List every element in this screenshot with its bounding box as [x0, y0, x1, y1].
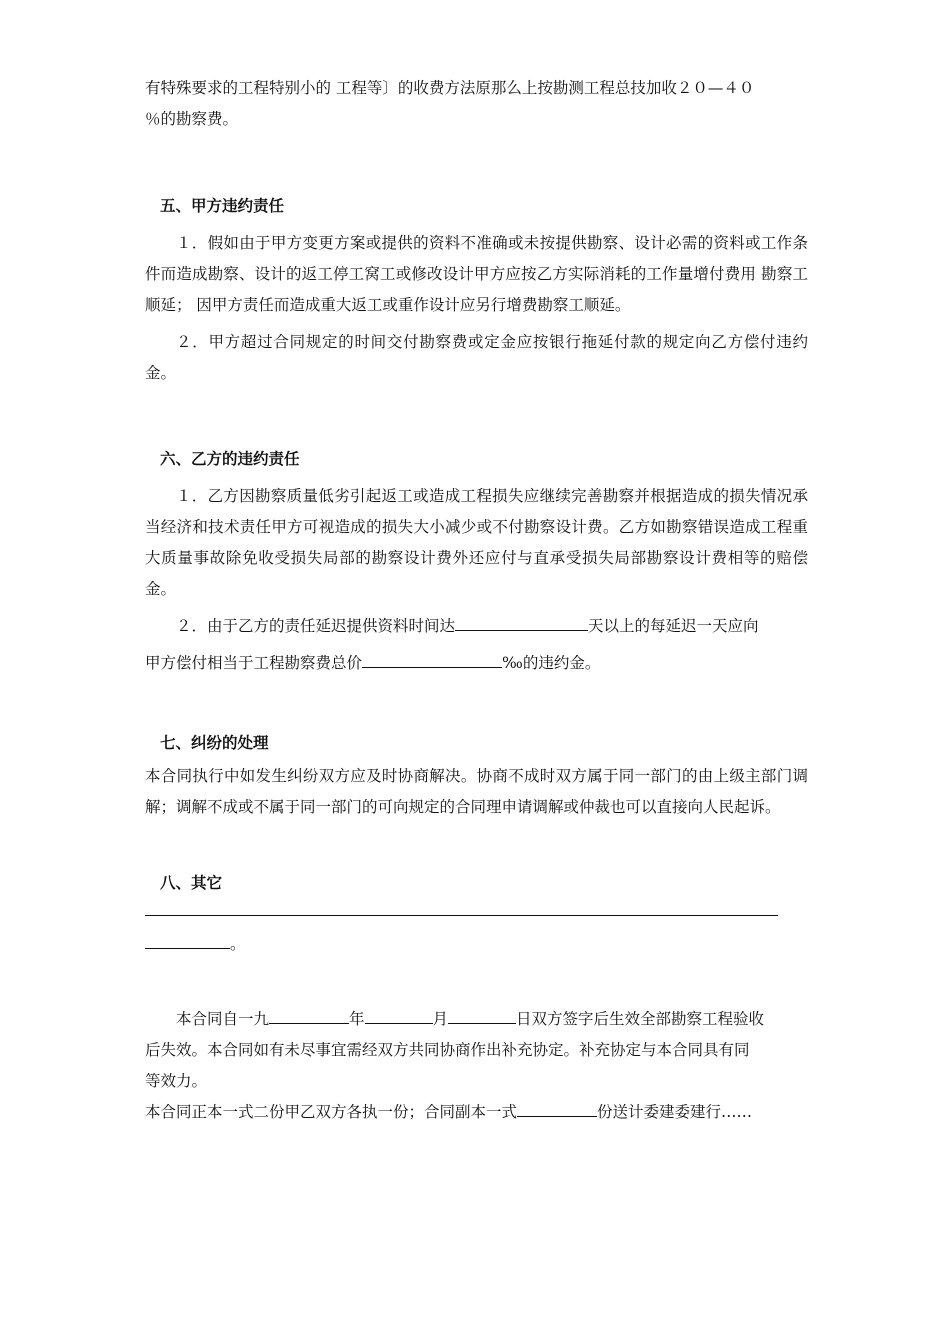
section-8-blank-line-2 — [145, 932, 808, 952]
delay-days-blank — [455, 614, 588, 631]
section-5-item-1: １．假如由于甲方变更方案或提供的资料不准确或未按提供勘察、设计必需的资料或工作条件而造成勘察、设计的返工停工窝工或修改设计甲方应按乙方实际消耗的工作量增付费用 勘察工顺延； 因甲方责任而造成重大返工或重作设计应另行增费勘察工顺延。 — [145, 234, 808, 314]
closing-line-1 — [145, 1004, 808, 1035]
section-6-heading: 六、乙方的违约责任 — [160, 450, 300, 468]
section-6-item-2-text-d: ‰的违约金。 — [502, 654, 601, 672]
section-5-item-2: ２．甲方超过合同规定的时间交付勘察费或定金应按银行拖延付款的规定向乙方偿付违约金。 — [145, 333, 808, 382]
section-6-item-2-text-b: 天以上的每延迟一天应向 — [588, 617, 759, 635]
section-6-item-2-line-1 — [145, 611, 808, 642]
closing-line-3: 等效力。 — [145, 1072, 208, 1090]
copies-blank — [517, 1100, 597, 1117]
closing-text-f: 份送计委建委建行…… — [597, 1103, 753, 1121]
year-blank — [269, 1007, 349, 1024]
section-6-item-2-text-c: 甲方偿付相当于工程勘察费总价 — [145, 654, 363, 672]
section-7-heading: 七、纠纷的处理 — [160, 734, 269, 752]
penalty-rate-blank — [362, 651, 502, 668]
closing-line-2: 后失效。本合同如有未尽事宜需经双方共同协商作出补充协定。补充协定与本合同具有同 — [145, 1041, 750, 1059]
continuation-line-1: 有特殊要求的工程特别小的 工程等〕的收费方法原那么上按勘测工程总技加收２０—４０ — [145, 79, 755, 97]
section-8-short-blank — [145, 932, 230, 949]
section-8-end-mark: 。 — [230, 935, 246, 953]
day-blank — [448, 1007, 516, 1024]
section-8-blank-rule — [145, 915, 778, 916]
section-5-heading: 五、甲方违约责任 — [160, 197, 285, 215]
closing-text-e: 本合同正本一式二份甲乙双方各执一份；合同副本一式 — [145, 1103, 518, 1121]
closing-text-c: 月 — [432, 1010, 449, 1028]
closing-text-b: 年 — [349, 1010, 365, 1028]
document-page — [145, 78, 808, 1128]
section-6-item-2-line-2 — [145, 648, 808, 679]
section-6-item-1: １．乙方因勘察质量低劣引起返工或造成工程损失应继续完善勘察并根据造成的损失情况承当经济和技术责任甲方可视造成的损失大小减少或不付勘察设计费。乙方如勘察错误造成工程重大质量事故除免收受损失局部的勘察设计费外还应付与直承受损失局部勘察设计费相等的赔偿金。 — [145, 487, 808, 598]
section-8-heading: 八、其它 — [160, 874, 223, 892]
closing-text-d: 日双方签字后生效全部勘察工程验收 — [516, 1010, 765, 1028]
closing-text-a: 本合同自一九 — [176, 1010, 270, 1028]
month-blank — [365, 1007, 433, 1024]
section-6-item-2-text-a: ２．由于乙方的责任延迟提供资料时间达 — [176, 617, 456, 635]
continuation-line-2: ％的勘察费。 — [145, 110, 239, 128]
closing-line-4 — [145, 1097, 808, 1128]
section-7-body: 本合同执行中如发生纠纷双方应及时协商解决。协商不成时双方属于同一部门的由上级主部门调解；调解不成或不属于同一部门的可向规定的合同理申请调解或仲裁也可以直接向人民起诉。 — [145, 767, 808, 816]
